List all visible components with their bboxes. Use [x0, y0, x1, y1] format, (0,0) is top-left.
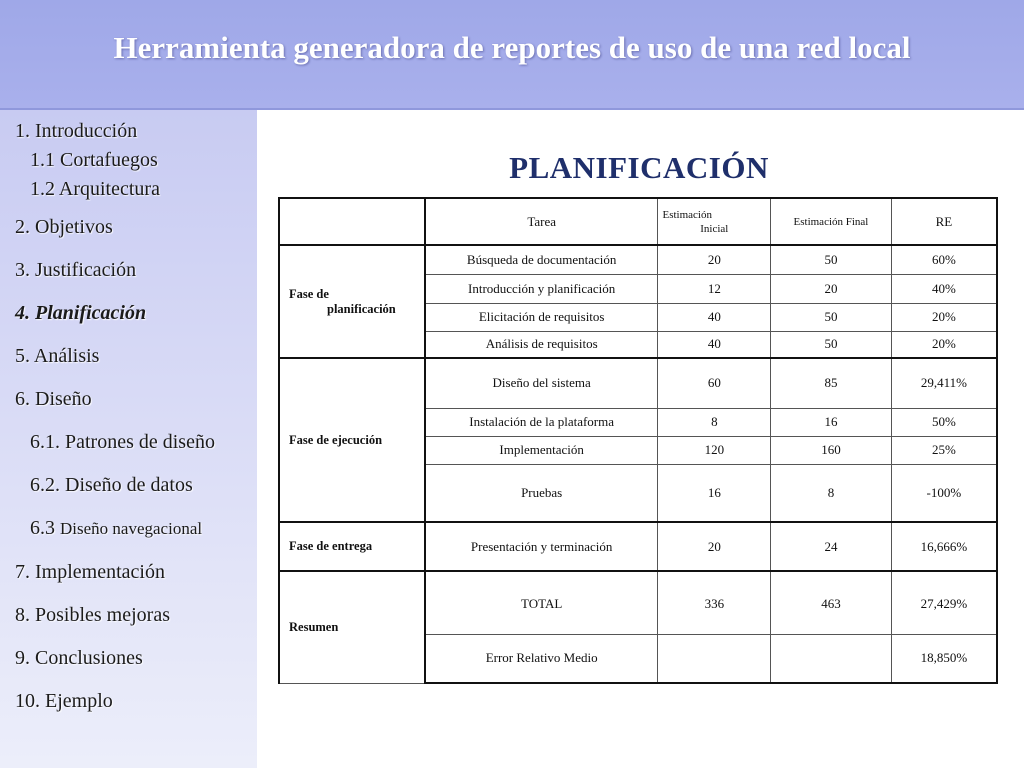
table-header-row	[279, 198, 997, 245]
header-cell-task: Tarea	[425, 198, 658, 245]
sidebar-item-diseno-de-datos[interactable]: 6.2. Diseño de datos	[30, 474, 193, 496]
table-row	[279, 245, 997, 274]
re-cell: 16,666%	[891, 522, 997, 571]
task-cell: Búsqueda de documentación	[425, 245, 658, 274]
sidebar-item-diseno[interactable]: 6. Diseño	[15, 388, 92, 410]
re-cell: 40%	[891, 274, 997, 303]
sidebar-item-justificacion[interactable]: 3. Justificación	[15, 259, 137, 281]
sidebar-item-conclusiones[interactable]: 9. Conclusiones	[15, 647, 143, 669]
header-cell-phase	[279, 198, 425, 245]
table-row	[279, 571, 997, 634]
task-cell: Error Relativo Medio	[425, 634, 658, 683]
slide-title: PLANIFICACIÓN	[509, 150, 769, 185]
table-row	[279, 358, 997, 408]
final-cell: 8	[771, 464, 892, 522]
initial-cell: 120	[658, 436, 771, 464]
task-cell: TOTAL	[425, 571, 658, 634]
planning-table	[278, 197, 998, 684]
initial-cell: 8	[658, 408, 771, 436]
sidebar-item-number: 6.3	[30, 517, 55, 539]
sidebar-item-posibles-mejoras[interactable]: 8. Posibles mejoras	[15, 604, 170, 626]
final-cell: 50	[771, 245, 892, 274]
group-summary: Resumen	[279, 571, 425, 683]
task-cell: Presentación y terminación	[425, 522, 658, 571]
initial-cell: 40	[658, 303, 771, 331]
sidebar-item-introduccion[interactable]: 1. Introducción	[15, 120, 138, 142]
re-cell: 50%	[891, 408, 997, 436]
task-cell: Implementación	[425, 436, 658, 464]
sidebar-item-objetivos[interactable]: 2. Objetivos	[15, 216, 113, 238]
task-cell: Diseño del sistema	[425, 358, 658, 408]
header-cell-final-estimate: Estimación Final	[771, 198, 892, 245]
initial-cell: 336	[658, 571, 771, 634]
group-planning-line1: Fase de	[289, 286, 329, 301]
sidebar-item-analisis[interactable]: 5. Análisis	[15, 345, 100, 367]
task-cell: Introducción y planificación	[425, 274, 658, 303]
final-cell	[771, 634, 892, 683]
initial-cell: 60	[658, 358, 771, 408]
header-cell-initial-estimate	[658, 198, 771, 245]
header-initial-line1: Estimación	[662, 208, 712, 221]
header-cell-re: RE	[891, 198, 997, 245]
sidebar-outline	[0, 110, 257, 768]
initial-cell: 40	[658, 331, 771, 358]
group-delivery: Fase de entrega	[279, 522, 425, 571]
task-cell: Elicitación de requisitos	[425, 303, 658, 331]
sidebar-item-planificacion[interactable]: 4. Planificación	[15, 302, 147, 324]
re-cell: 18,850%	[891, 634, 997, 683]
final-cell: 50	[771, 331, 892, 358]
re-cell: 27,429%	[891, 571, 997, 634]
group-planning-line2: planificación	[327, 301, 396, 316]
sidebar-item-patrones-de-diseno[interactable]: 6.1. Patrones de diseño	[30, 431, 215, 453]
re-cell: 20%	[891, 303, 997, 331]
sidebar-item-label: Diseño navegacional	[60, 519, 203, 538]
final-cell: 24	[771, 522, 892, 571]
initial-cell	[658, 634, 771, 683]
re-cell: -100%	[891, 464, 997, 522]
sidebar-item-arquitectura[interactable]: 1.2 Arquitectura	[30, 178, 160, 200]
initial-cell: 16	[658, 464, 771, 522]
header-initial-line2: Inicial	[700, 222, 729, 235]
final-cell: 160	[771, 436, 892, 464]
final-cell: 20	[771, 274, 892, 303]
re-cell: 25%	[891, 436, 997, 464]
initial-cell: 20	[658, 522, 771, 571]
task-cell: Instalación de la plataforma	[425, 408, 658, 436]
group-execution: Fase de ejecución	[279, 358, 425, 522]
table-row	[279, 522, 997, 571]
sidebar-item-ejemplo[interactable]: 10. Ejemplo	[15, 690, 113, 712]
group-planning	[279, 245, 425, 358]
re-cell: 29,411%	[891, 358, 997, 408]
re-cell: 20%	[891, 331, 997, 358]
presentation-title: Herramienta generadora de reportes de uso de una red local	[113, 30, 911, 65]
initial-cell: 12	[658, 274, 771, 303]
final-cell: 50	[771, 303, 892, 331]
slide-header	[0, 0, 1024, 110]
sidebar-item-implementacion[interactable]: 7. Implementación	[15, 561, 165, 583]
sidebar-item-cortafuegos[interactable]: 1.1 Cortafuegos	[30, 149, 158, 171]
final-cell: 16	[771, 408, 892, 436]
task-cell: Pruebas	[425, 464, 658, 522]
re-cell: 60%	[891, 245, 997, 274]
final-cell: 85	[771, 358, 892, 408]
final-cell: 463	[771, 571, 892, 634]
sidebar-item-diseno-navegacional[interactable]	[15, 517, 257, 540]
task-cell: Análisis de requisitos	[425, 331, 658, 358]
initial-cell: 20	[658, 245, 771, 274]
